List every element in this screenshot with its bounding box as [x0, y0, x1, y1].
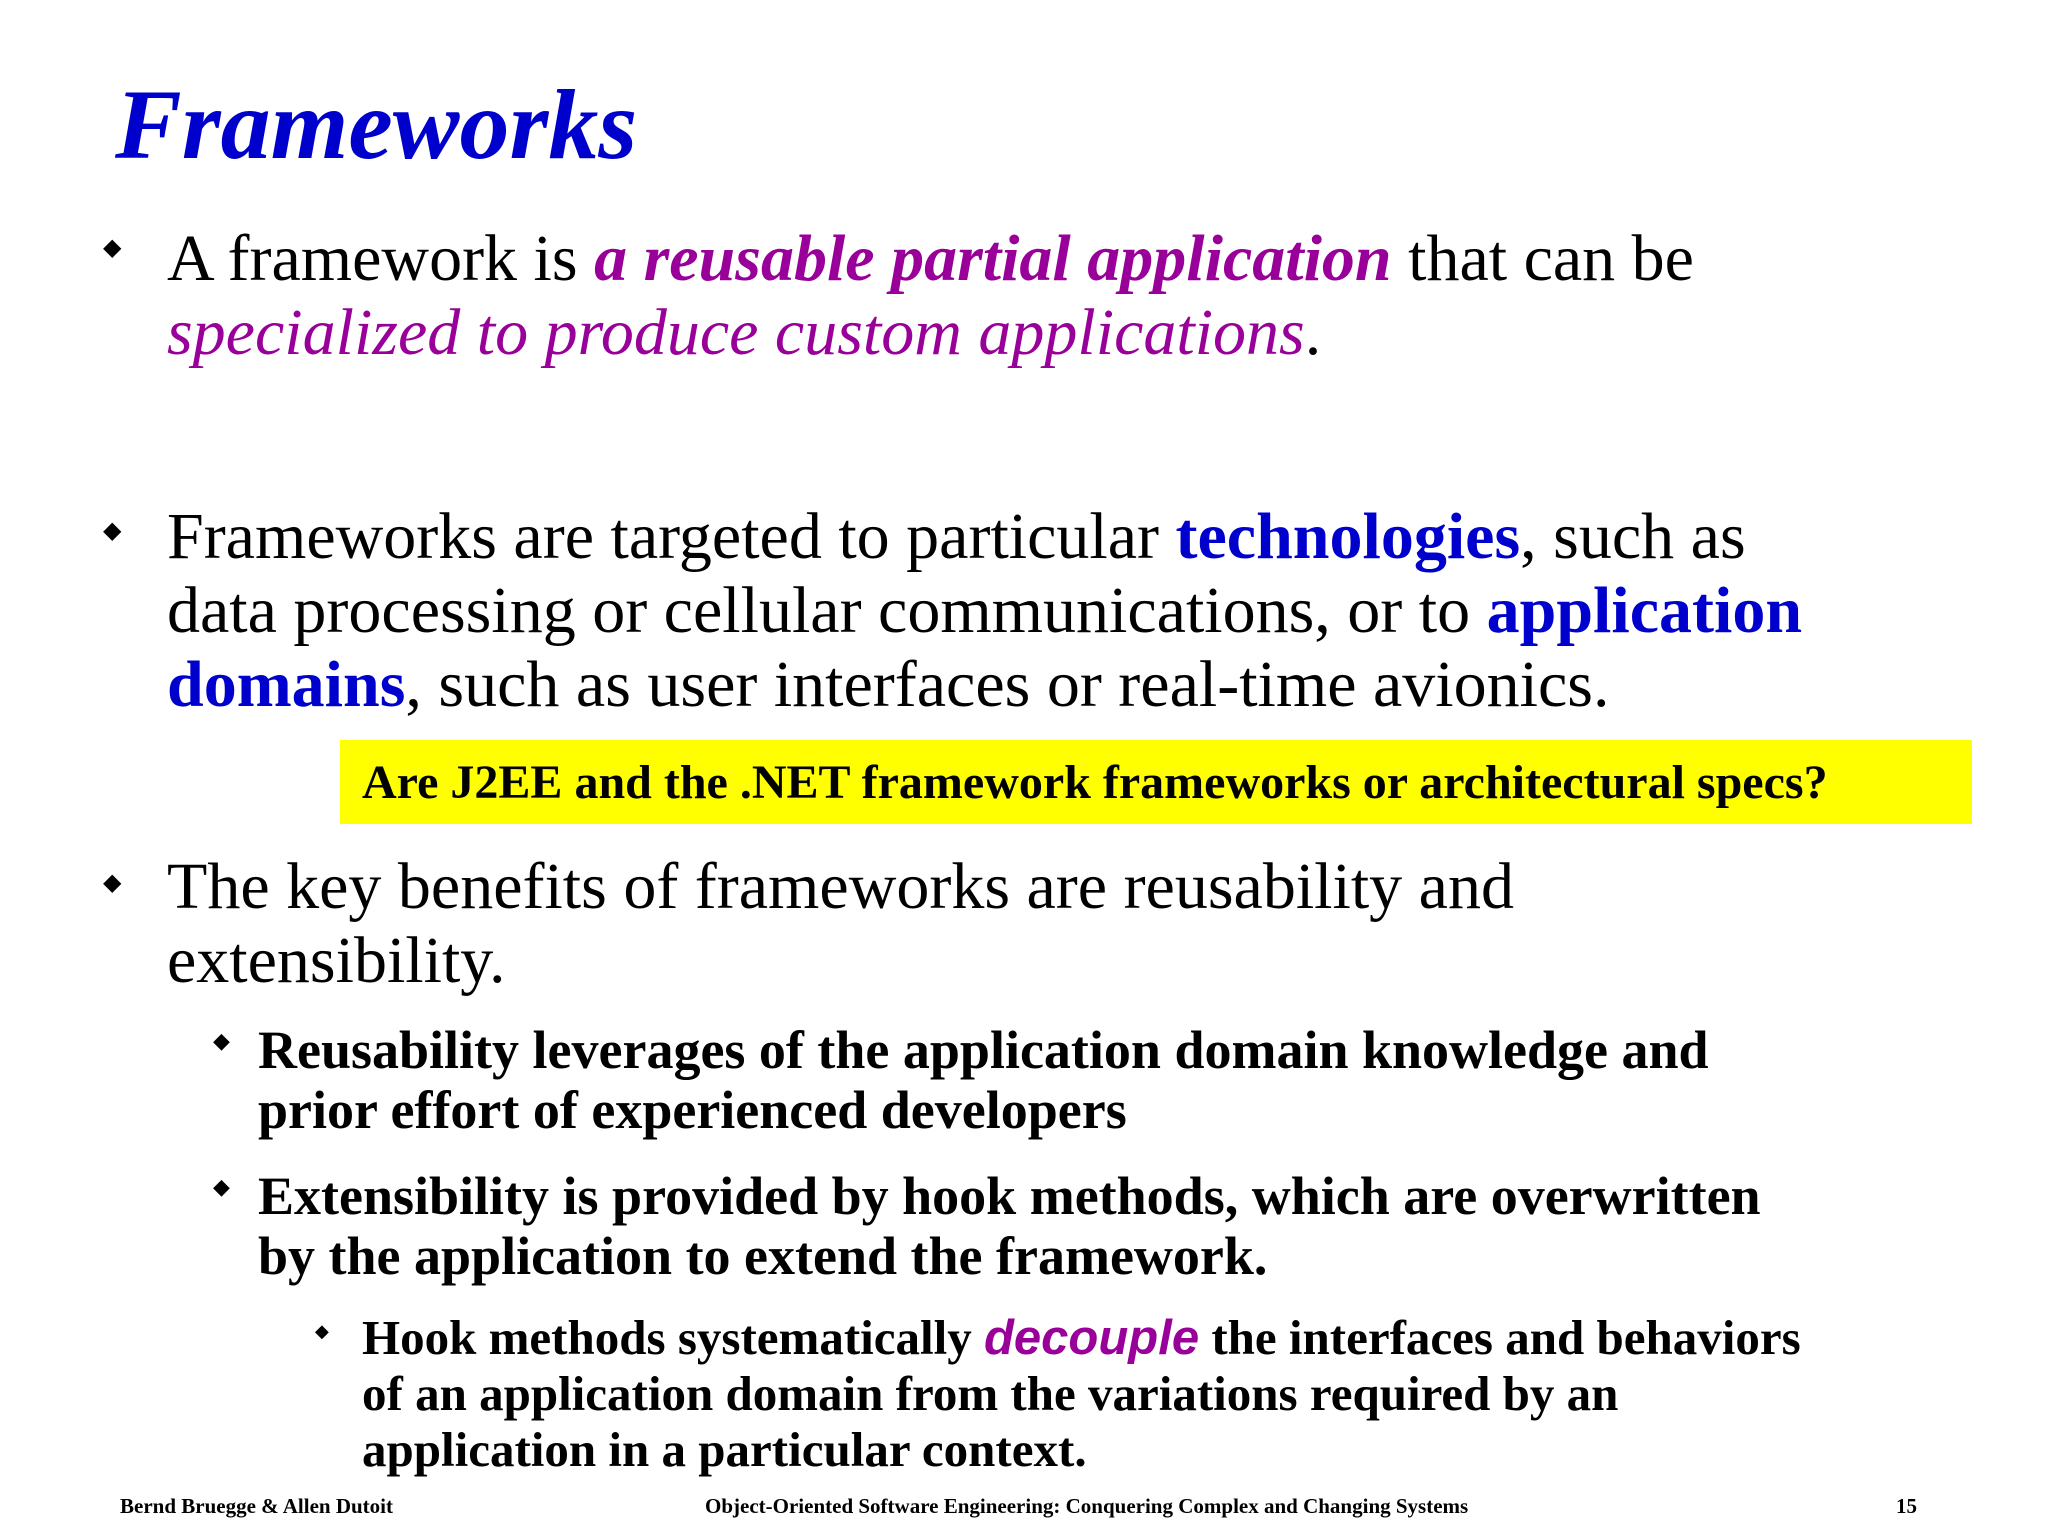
- sub-bullet-1-line1: Reusability leverages of the application domain knowledge and: [258, 1020, 1709, 1080]
- bullet-2-text: [167, 500, 1802, 722]
- bullet-1-italic: specialized to produce custom applications: [167, 296, 1305, 369]
- callout-question: [340, 740, 1972, 824]
- sub-bullet-1-line2: prior effort of experienced developers: [258, 1080, 1127, 1140]
- bullet-1-mid: that can be: [1391, 222, 1694, 295]
- bullet-1-end: .: [1304, 296, 1322, 369]
- bullet-2-term-technologies: technologies: [1175, 500, 1521, 573]
- sub-bullet-2-line2: by the application to extend the framework.: [258, 1226, 1268, 1286]
- bullet-2-mid: , such as: [1520, 500, 1746, 573]
- bullet-1-pre: A framework is: [167, 222, 595, 295]
- callout-text: Are J2EE and the .NET framework frameworks or architectural specs?: [362, 755, 1828, 809]
- sub-bullet-diamond-icon: ◆: [213, 1028, 230, 1053]
- sub-bullet-2-text: [258, 1166, 1761, 1286]
- footer-authors: Bernd Bruegge & Allen Dutoit: [120, 1494, 393, 1518]
- sub-sub-bullet-pre: Hook methods systematically: [362, 1310, 984, 1365]
- sub-bullet-2-line1: Extensibility is provided by hook methods, which are overwritten: [258, 1166, 1761, 1226]
- sub-bullet-diamond-icon: ◆: [213, 1174, 230, 1199]
- bullet-2-term-application: application: [1486, 574, 1803, 647]
- slide-title: Frameworks: [115, 69, 638, 180]
- bullet-3-line2: extensibility.: [167, 924, 506, 997]
- bullet-3-text: [167, 850, 1514, 998]
- sub-sub-bullet-emphasis: decouple: [984, 1311, 1200, 1365]
- bullet-diamond-icon: ◆: [103, 870, 122, 896]
- bullet-2-line2: data processing or cellular communications, or to: [167, 574, 1487, 647]
- sub-bullet-1-text: [258, 1020, 1709, 1140]
- sub-sub-bullet-diamond-icon: ◆: [315, 1321, 329, 1341]
- bullet-2-pre: Frameworks are targeted to particular: [167, 500, 1176, 573]
- sub-sub-bullet-line2: of an application domain from the variations required by an: [362, 1366, 1619, 1421]
- footer-page-number: 15: [1896, 1494, 1917, 1518]
- bullet-3-line1: The key benefits of frameworks are reusability and: [167, 850, 1514, 923]
- sub-sub-bullet-post: the interfaces and behaviors: [1199, 1310, 1801, 1365]
- bullet-1-text: [167, 222, 1694, 370]
- bullet-2-term-domains: domains: [167, 648, 406, 721]
- sub-sub-bullet-text: [362, 1310, 1801, 1478]
- bullet-1-emphasis: a reusable partial application: [594, 222, 1392, 295]
- bullet-diamond-icon: ◆: [103, 235, 122, 261]
- sub-sub-bullet-line3: application in a particular context.: [362, 1422, 1087, 1477]
- bullet-2-end: , such as user interfaces or real-time avionics.: [405, 648, 1610, 721]
- bullet-diamond-icon: ◆: [103, 518, 122, 544]
- footer-course-title: Object-Oriented Software Engineering: Conquering Complex and Changing Systems: [705, 1494, 1469, 1518]
